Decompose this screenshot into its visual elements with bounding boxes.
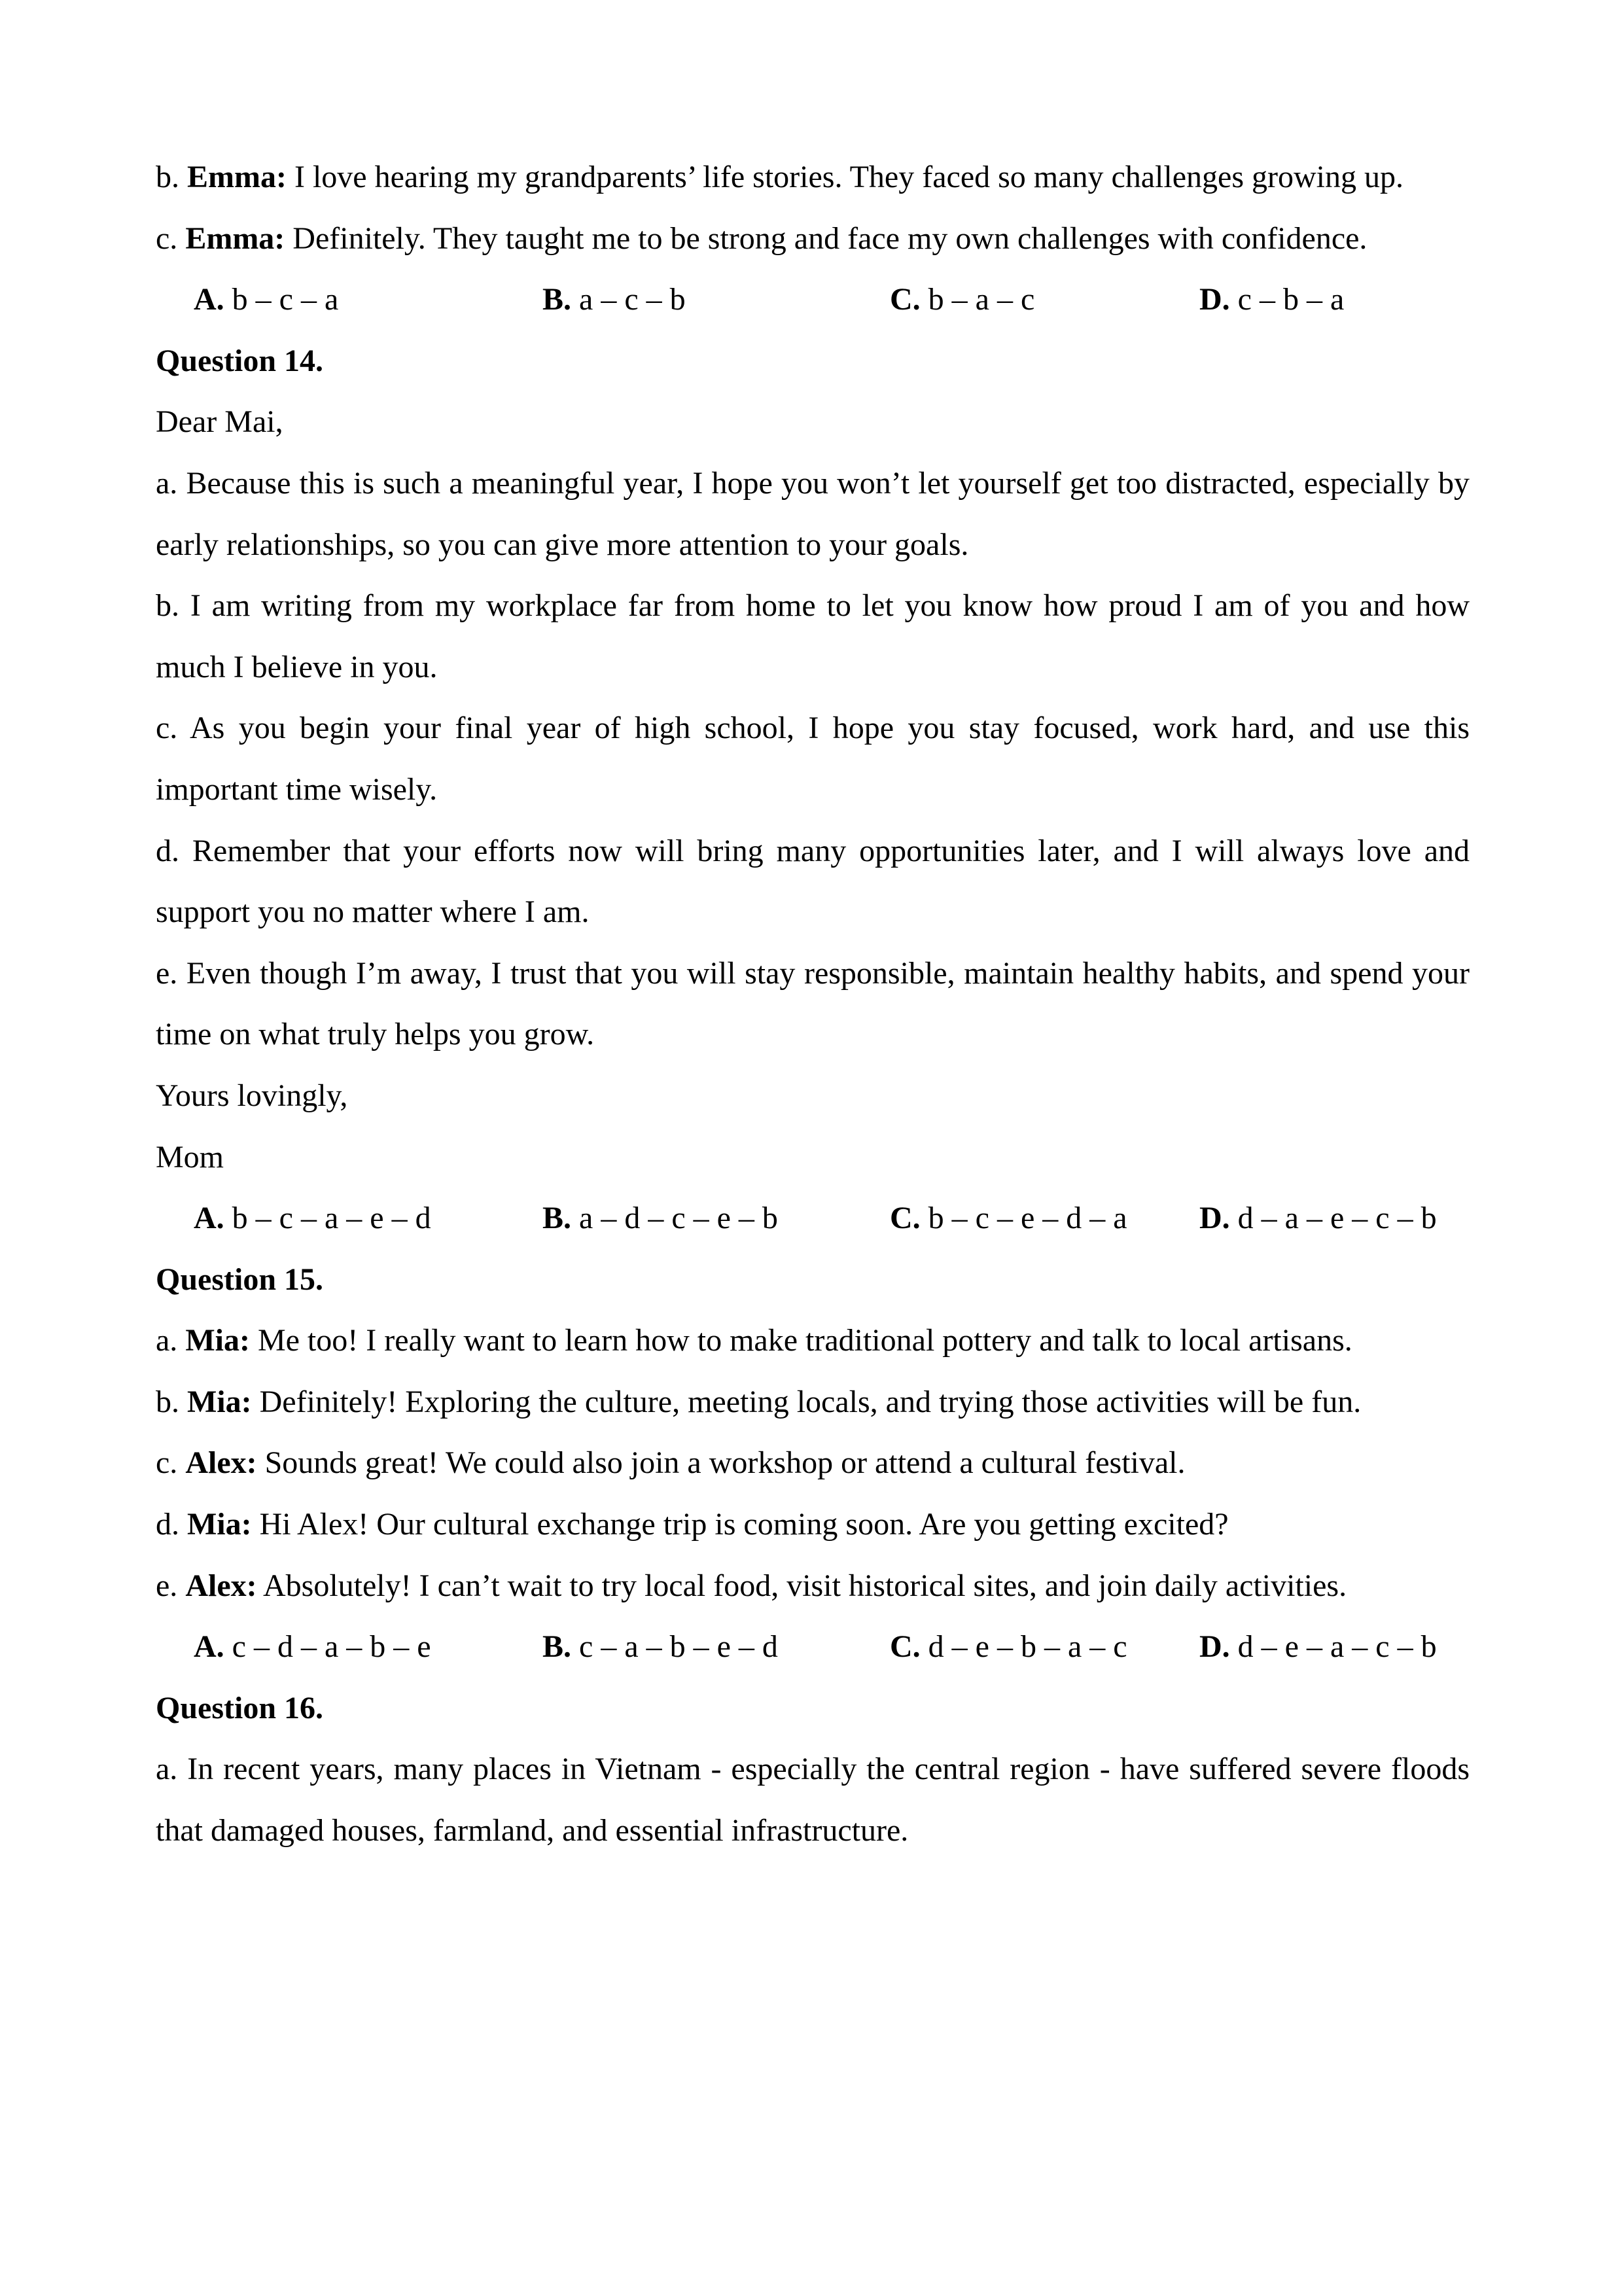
speaker-name: Emma: — [187, 160, 287, 194]
answer-options — [156, 269, 1470, 330]
letter-line-d: d. Remember that your efforts now will bring many opportunities later, and I will always love and support you no matter where I am. — [156, 833, 1470, 930]
option-c[interactable]: C. b – c – e – d – a — [890, 1201, 1127, 1236]
question-heading: Question 15. — [156, 1262, 324, 1297]
letter-line-b: b. I am writing from my workplace far from home to let you know how proud I am of you and how much I believe in you. — [156, 588, 1470, 684]
letter-greeting: Dear Mai, — [156, 404, 283, 440]
answer-options — [156, 1616, 1470, 1678]
question-heading: Question 16. — [156, 1690, 324, 1725]
option-c[interactable]: C. b – a – c — [890, 282, 1035, 317]
speaker-name: Alex: — [185, 1568, 257, 1603]
dialogue-line-e: e. Alex: Absolutely! I can’t wait to try local food, visit historical sites, and join daily activities. — [156, 1568, 1347, 1603]
option-b[interactable]: B. a – d – c – e – b — [542, 1201, 778, 1236]
option-d[interactable]: D. c – b – a — [1199, 282, 1345, 317]
option-d[interactable]: D. d – e – a – c – b — [1199, 1629, 1437, 1665]
dialogue-line-b: b. Emma: I love hearing my grandparents’ life stories. They faced so many challenges growing up. — [156, 160, 1403, 194]
option-b[interactable]: B. a – c – b — [542, 282, 686, 317]
speaker-name: Mia: — [187, 1384, 252, 1419]
option-a[interactable]: A. b – c – a – e – d — [194, 1201, 431, 1236]
dialogue-line-a: a. Mia: Me too! I really want to learn how to make traditional pottery and talk to local artisans. — [156, 1323, 1352, 1358]
question-13-continued — [156, 147, 1470, 330]
speaker-name: Alex: — [185, 1445, 257, 1481]
answer-options — [156, 1188, 1470, 1249]
option-a[interactable]: A. c – d – a – b – e — [194, 1629, 431, 1665]
question-16 — [156, 1678, 1470, 1862]
option-a[interactable]: A. b – c – a — [194, 282, 339, 317]
option-b[interactable]: B. c – a – b – e – d — [542, 1629, 778, 1665]
letter-closing: Yours lovingly, — [156, 1078, 348, 1113]
letter-signature: Mom — [156, 1139, 224, 1174]
option-c[interactable]: C. d – e – b – a – c — [890, 1629, 1127, 1665]
question-15 — [156, 1249, 1470, 1678]
letter-line-a: a. Because this is such a meaningful year, I hope you won’t let yourself get too distracted, especially by early relationships, so you can give more attention to your goals. — [156, 465, 1470, 562]
option-d[interactable]: D. d – a – e – c – b — [1199, 1201, 1437, 1236]
question-14 — [156, 330, 1470, 1249]
speaker-name: Mia: — [187, 1507, 252, 1542]
paragraph-line-a: a. In recent years, many places in Vietnam - especially the central region - have suffered severe floods that damaged houses, farmland, and essential infrastructure. — [156, 1752, 1470, 1848]
letter-line-c: c. As you begin your final year of high school, I hope you stay focused, work hard, and use this important time wisely. — [156, 711, 1470, 807]
speaker-name: Mia: — [185, 1323, 250, 1358]
dialogue-line-c: c. Alex: Sounds great! We could also join a workshop or attend a cultural festival. — [156, 1445, 1186, 1481]
question-heading: Question 14. — [156, 343, 324, 378]
letter-line-e: e. Even though I’m away, I trust that you will stay responsible, maintain healthy habits, and spend your time on what truly helps you grow. — [156, 955, 1470, 1052]
speaker-name: Emma: — [185, 221, 285, 256]
dialogue-line-b: b. Mia: Definitely! Exploring the culture, meeting locals, and trying those activities will be fun. — [156, 1384, 1362, 1419]
dialogue-line-c: c. Emma: Definitely. They taught me to be strong and face my own challenges with confidence. — [156, 221, 1368, 256]
exam-page — [156, 147, 1470, 1862]
dialogue-line-d: d. Mia: Hi Alex! Our cultural exchange trip is coming soon. Are you getting excited? — [156, 1507, 1229, 1542]
